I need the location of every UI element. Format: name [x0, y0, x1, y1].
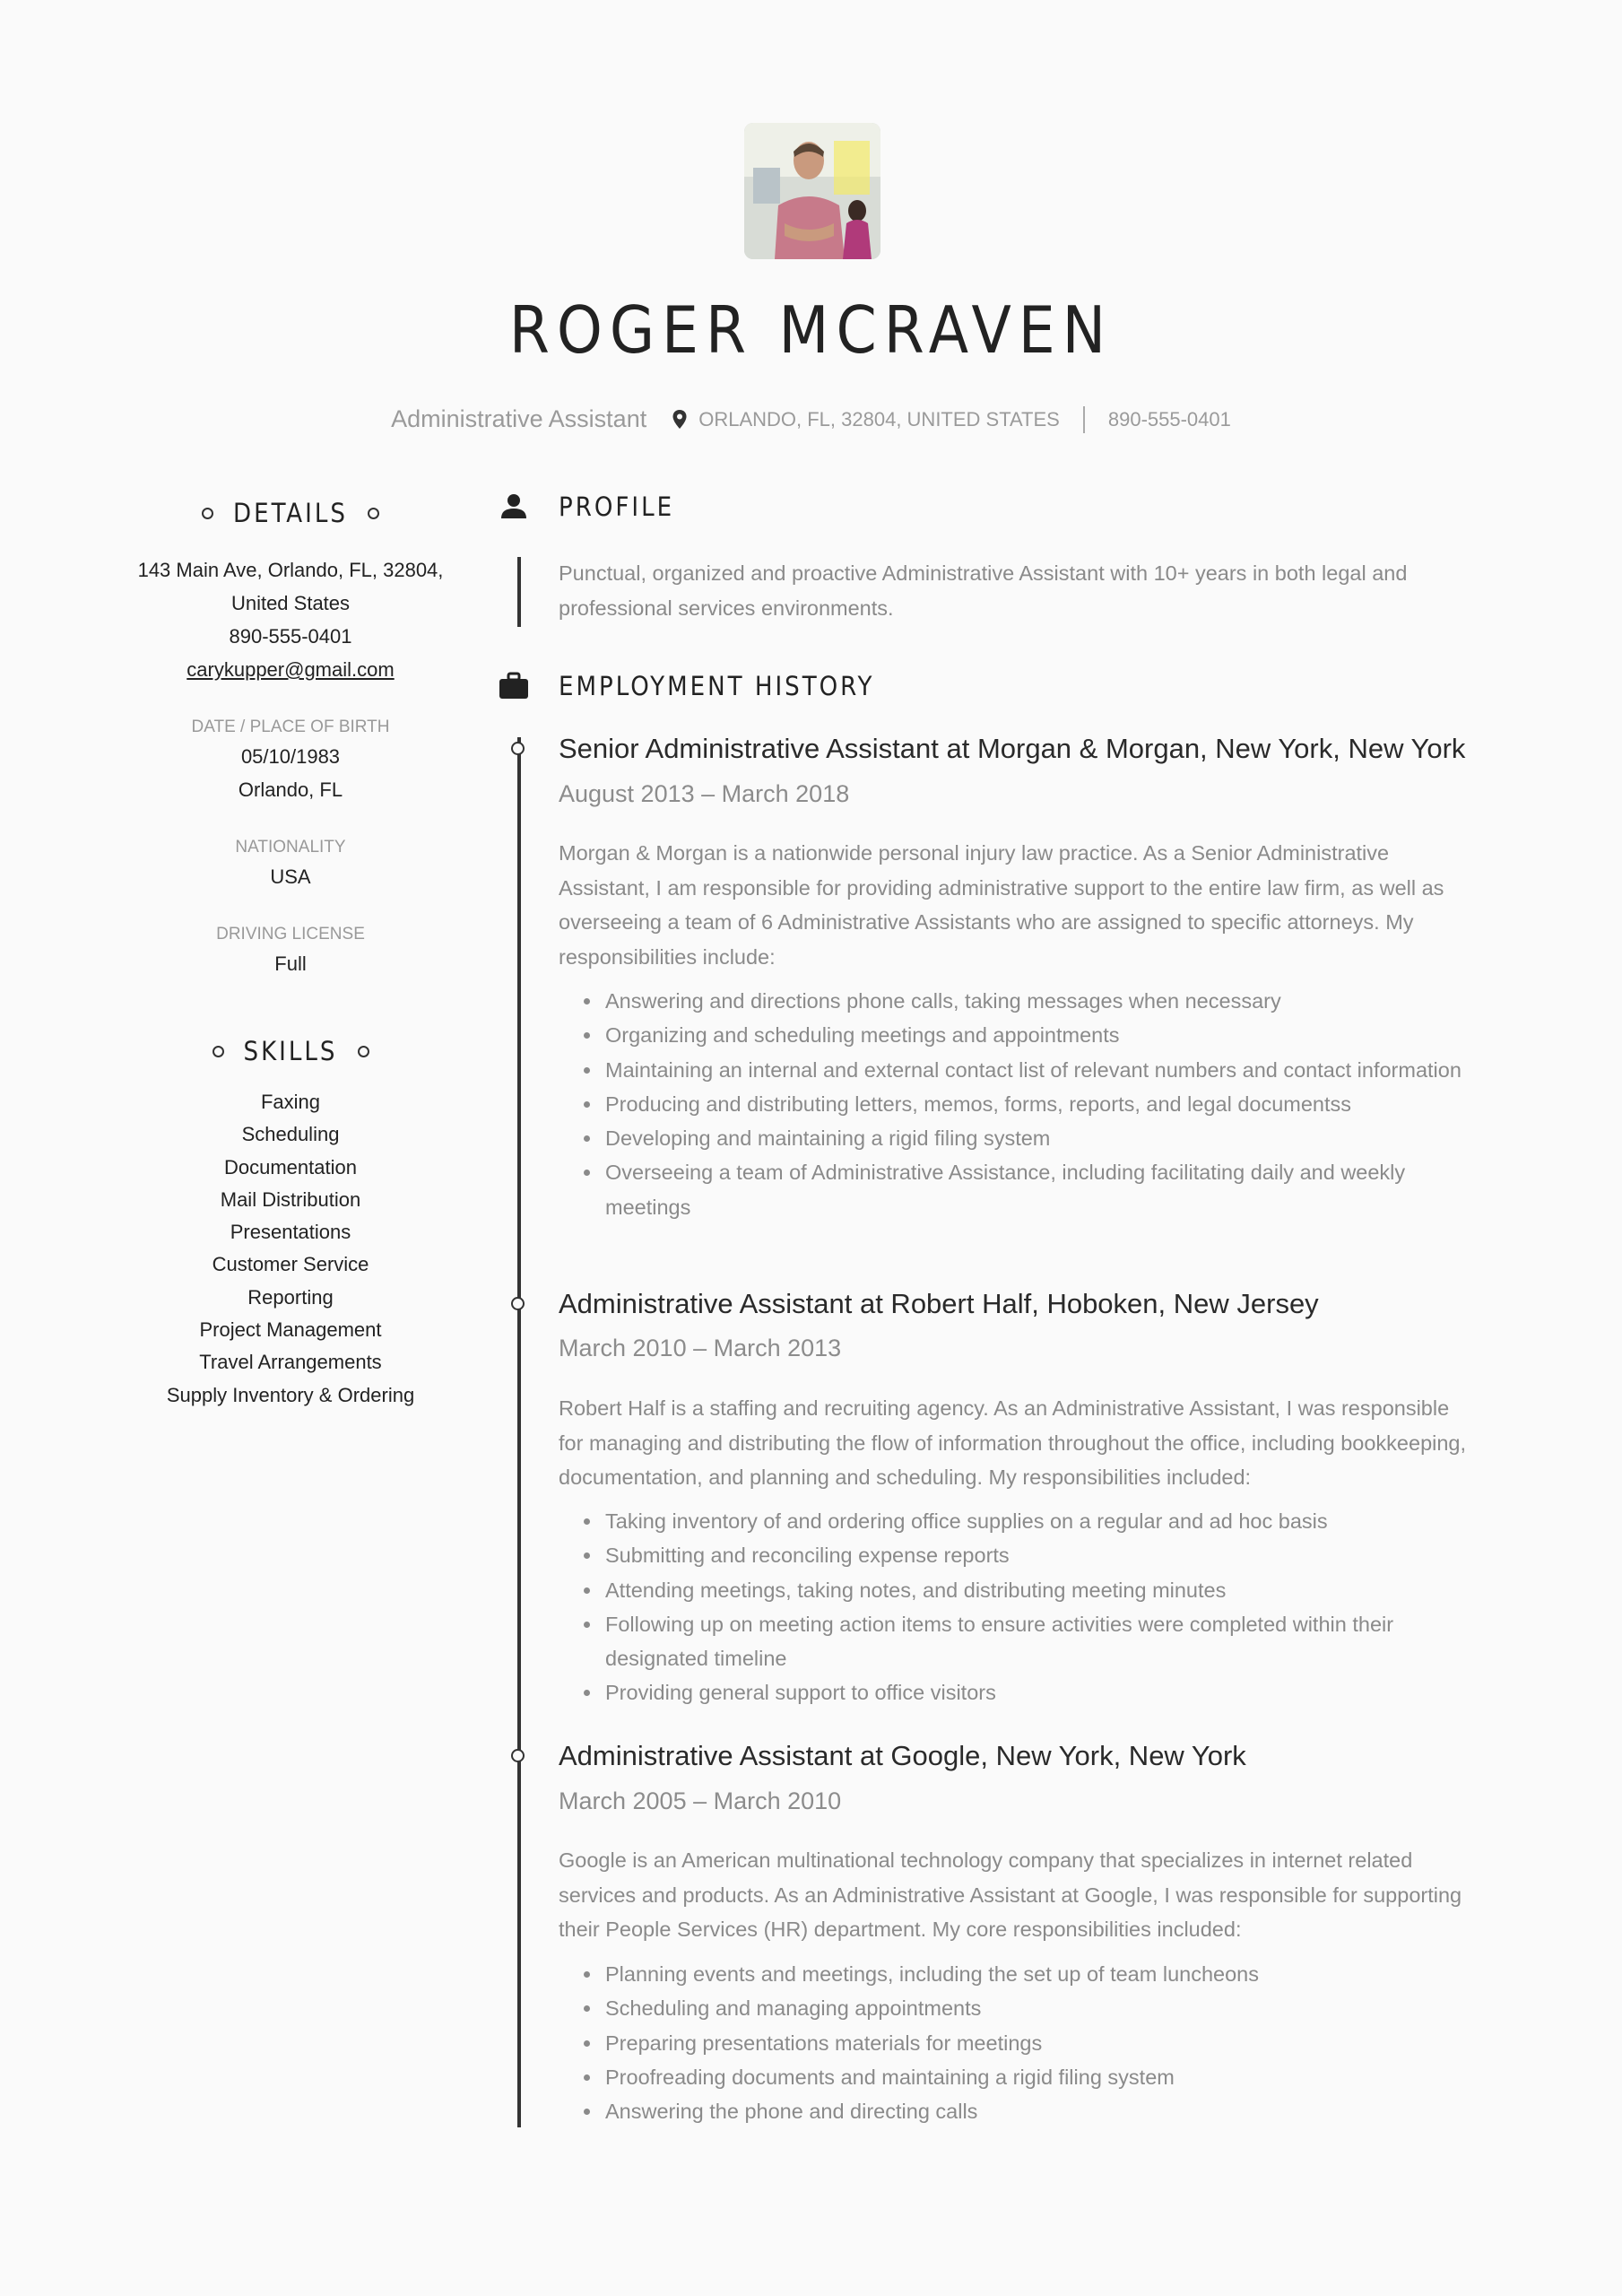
job-3-description: Google is an American multinational technology company that specializes in internet related services and products. As an Administrative Assistant at Google, I was responsible for supporting their People Services (HR) department. My core responsibilities included: — [559, 1848, 1462, 1941]
details-body — [117, 553, 464, 686]
skill-item: Travel Arrangements — [199, 1351, 382, 1374]
job-2-dates: March 2010 – March 2013 — [559, 1335, 842, 1361]
license-label: DRIVING LICENSE — [216, 925, 365, 944]
list-item: Providing general support to office visitors — [559, 1675, 1473, 1709]
profile-text: Punctual, organized and proactive Administrative Assistant with 10+ years in both legal and professional services environments. — [559, 561, 1408, 620]
job-1-dates: August 2013 – March 2018 — [559, 780, 850, 807]
skills-heading-text: SKILLS — [243, 1036, 338, 1066]
person-icon — [498, 492, 530, 521]
skill-item: Presentations — [230, 1221, 351, 1244]
list-item: Proofreading documents and maintaining a rigid filing system — [559, 2060, 1473, 2094]
profile-heading-text: PROFILE — [559, 491, 675, 522]
list-item: Attending meetings, taking notes, and distributing meeting minutes — [559, 1573, 1473, 1607]
nationality-label: NATIONALITY — [235, 838, 346, 857]
timeline-line — [517, 737, 521, 2127]
list-item: Following up on meeting action items to ensure activities were completed within their designated timeline — [559, 1607, 1473, 1676]
job-1-bullets — [559, 984, 1473, 1224]
list-item: Organizing and scheduling meetings and appointments — [559, 1018, 1473, 1052]
employment-heading-text: EMPLOYMENT HISTORY — [559, 671, 875, 701]
email-link[interactable]: carykupper@gmail.com — [186, 658, 395, 681]
candidate-name: ROGER MCRAVEN — [508, 292, 1114, 368]
list-item: Taking inventory of and ordering office supplies on a regular and ad hoc basis — [559, 1504, 1473, 1538]
briefcase-icon — [498, 672, 530, 700]
circle-icon — [368, 508, 379, 519]
job-3-title: Administrative Assistant at Google, New York, New York — [559, 1740, 1246, 1771]
circle-icon — [358, 1046, 369, 1057]
skill-item: Scheduling — [241, 1123, 340, 1146]
list-item: Overseeing a team of Administrative Assistance, including facilitating daily and weekly meetings — [559, 1155, 1473, 1224]
job-1-description: Morgan & Morgan is a nationwide personal injury law practice. As a Senior Administrative Assistant, I am responsible for providing administrative support to the entire law firm, as well as overseeing a team of 6 Administrative Assistants who are assigned to specific attorneys. My responsibilities include: — [559, 841, 1444, 969]
job-3-dates: March 2005 – March 2010 — [559, 1787, 842, 1814]
circle-icon — [202, 508, 213, 519]
list-item: Developing and maintaining a rigid filing system — [559, 1121, 1473, 1155]
job-2-bullets — [559, 1504, 1473, 1710]
list-item: Producing and distributing letters, memos, forms, reports, and legal documentss — [559, 1087, 1473, 1121]
details-phone: 890-555-0401 — [229, 625, 352, 648]
timeline-dot — [511, 742, 525, 755]
list-item: Scheduling and managing appointments — [559, 1991, 1473, 2025]
nationality-value: USA — [270, 865, 311, 888]
list-item: Planning events and meetings, including the set up of team luncheons — [559, 1957, 1473, 1991]
dob-value: 05/10/1983 — [240, 745, 341, 768]
list-item: Maintaining an internal and external contact list of relevant numbers and contact information — [559, 1053, 1473, 1087]
skill-item: Faxing — [260, 1091, 321, 1113]
job-2-description: Robert Half is a staffing and recruiting agency. As an Administrative Assistant, I was responsible for managing and distributing the flow of information throughout the office, including bookkeeping, documentation, and planning and scheduling. My responsibilities included: — [559, 1396, 1467, 1489]
job-1-title: Senior Administrative Assistant at Morgan & Morgan, New York, New York — [559, 733, 1466, 764]
address-line2: United States — [230, 592, 351, 614]
skill-item: Supply Inventory & Ordering — [166, 1383, 415, 1406]
profile-rule — [517, 557, 521, 627]
circle-icon — [213, 1046, 224, 1057]
timeline-dot — [511, 1297, 525, 1310]
list-item: Answering the phone and directing calls — [559, 2094, 1473, 2128]
skill-item: Documentation — [224, 1155, 357, 1178]
job-title: Administrative Assistant — [391, 405, 647, 432]
divider — [1083, 406, 1085, 433]
details-heading-text: DETAILS — [233, 498, 348, 528]
birthplace-value: Orlando, FL — [238, 778, 343, 801]
skill-item: Customer Service — [212, 1253, 369, 1276]
profile-photo — [744, 123, 880, 259]
header-phone: 890-555-0401 — [1107, 407, 1231, 430]
skill-item: Mail Distribution — [220, 1187, 361, 1211]
details-heading — [117, 498, 464, 528]
timeline-dot — [511, 1749, 525, 1762]
skills-list — [117, 1086, 464, 1412]
skill-item: Project Management — [199, 1318, 382, 1342]
dob-label: DATE / PLACE OF BIRTH — [191, 718, 390, 736]
job-3-bullets — [559, 1957, 1473, 2128]
list-item: Submitting and reconciling expense reports — [559, 1538, 1473, 1572]
skill-item: Reporting — [247, 1285, 334, 1309]
skills-heading — [117, 1036, 464, 1066]
header-subline — [0, 405, 1622, 433]
location-pin-icon — [672, 409, 688, 430]
job-2-title: Administrative Assistant at Robert Half, Hoboken, New Jersey — [559, 1288, 1319, 1319]
list-item: Preparing presentations materials for meetings — [559, 2026, 1473, 2060]
location: ORLANDO, FL, 32804, UNITED STATES — [698, 407, 1060, 430]
left-column — [117, 498, 464, 1412]
address-line1: 143 Main Ave, Orlando, FL, 32804, — [137, 559, 444, 581]
list-item: Answering and directions phone calls, taking messages when necessary — [559, 984, 1473, 1018]
license-value: Full — [274, 952, 307, 975]
